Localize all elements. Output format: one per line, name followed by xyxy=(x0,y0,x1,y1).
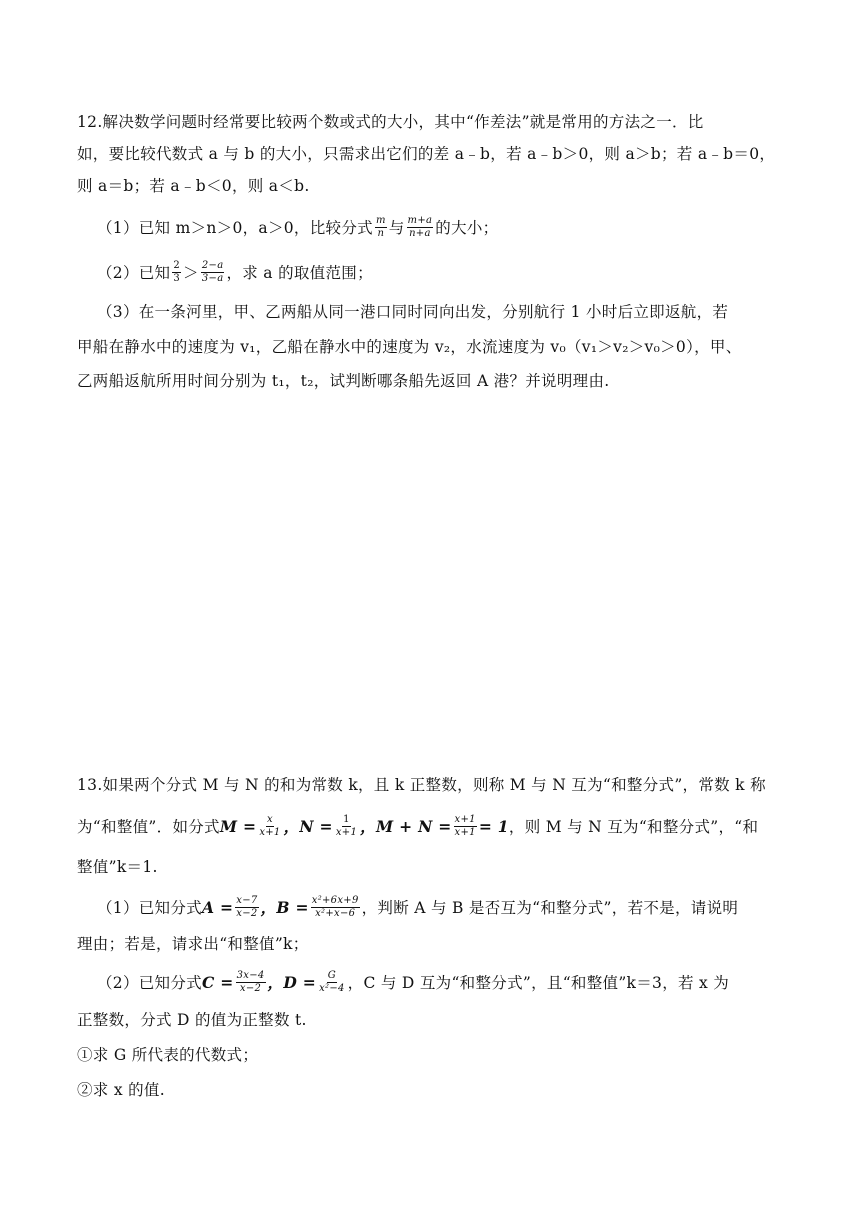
q13-subpart-1: ①求 G 所代表的代数式； xyxy=(77,1046,259,1064)
greater-than: ＞ xyxy=(183,264,199,282)
expr-A: A = xyxy=(201,898,234,917)
denominator: x²−4 xyxy=(319,982,345,994)
q12-p1-pre: （1）已知 m＞n＞0，a＞0，比较分式 xyxy=(97,219,373,237)
denominator: x²+x−6 xyxy=(315,907,356,919)
denominator: x+1 xyxy=(454,826,476,838)
denominator: x−2 xyxy=(236,907,258,919)
numerator: m+a xyxy=(407,214,433,226)
q13-line-3: 整值”k＝1. xyxy=(77,858,158,876)
q12-part-3-line-1: （3）在一条河里，甲、乙两船从同一港口同时同向出发，分别航行 1 小时后立即返航，若 xyxy=(97,303,729,321)
fraction-x-plus-1-over-x-plus-1 xyxy=(454,814,477,839)
denominator: n+a xyxy=(409,227,431,239)
numerator: x²+6x+9 xyxy=(311,894,359,906)
fraction-m-plus-a-over-n-plus-a xyxy=(407,215,434,240)
numerator: 3x−4 xyxy=(236,969,265,981)
denominator: x+1 xyxy=(259,826,281,838)
q13-part-1-line-1 xyxy=(97,892,738,924)
q12-part-3-line-2: 甲船在静水中的速度为 v₁，乙船在静水中的速度为 v₂，水流速度为 v₀（v₁＞v₂＞v₀＞0），甲、 xyxy=(77,338,742,356)
q12-p2-post: ，求 a 的取值范围； xyxy=(226,264,373,282)
q12-line-3: 则 a＝b；若 a﹣b＜0，则 a＜b. xyxy=(77,177,310,195)
numerator: x−7 xyxy=(236,894,258,906)
fraction-x-minus-7-over-x-minus-2 xyxy=(235,895,258,920)
fraction-2-over-3 xyxy=(172,260,181,285)
fraction-x-over-x-plus-1 xyxy=(258,814,281,839)
numerator: 1 xyxy=(343,813,350,825)
numerator: G xyxy=(327,969,337,981)
q13-l2-post: ，则 M 与 N 互为“和整分式”，“和 xyxy=(508,818,759,836)
q13-line-2 xyxy=(77,811,758,843)
fraction-C xyxy=(236,970,266,995)
q13-part-2-line-1 xyxy=(97,967,729,999)
numerator: x+1 xyxy=(454,813,476,825)
q13-part-1-line-2: 理由；若是，请求出“和整值”k； xyxy=(77,935,309,953)
expr-D: ，D = xyxy=(267,973,317,992)
q13-l2-pre: 为“和整值”．如分式 xyxy=(77,818,220,836)
q12-part-3-line-3: 乙两船返航所用时间分别为 t₁，t₂，试判断哪条船先返回 A 港？并说明理由. xyxy=(77,372,610,390)
denominator: x−2 xyxy=(239,982,262,994)
q12-p1-mid: 与 xyxy=(388,219,405,237)
expr-M-plus-N: ，M + N = xyxy=(360,817,452,836)
fraction-B xyxy=(311,895,360,920)
q12-part-1 xyxy=(97,213,498,244)
fraction-1-over-x-plus-1 xyxy=(335,814,358,839)
numerator: x xyxy=(266,813,273,825)
denominator: x+1 xyxy=(335,826,358,838)
expr-equals-1: = 1 xyxy=(478,817,509,836)
denominator: 3 xyxy=(173,272,181,284)
expr-C: C = xyxy=(201,973,234,992)
q13-p1-post: ，判断 A 与 B 是否互为“和整分式”，若不是，请说明 xyxy=(361,899,739,917)
q13-p1-pre: （1）已知分式 xyxy=(97,899,202,917)
expr-N: ，N = xyxy=(283,817,333,836)
q12-line-1: 12.解决数学问题时经常要比较两个数或式的大小，其中“作差法”就是常用的方法之一．比 xyxy=(77,113,704,131)
q13-subpart-2: ②求 x 的值. xyxy=(77,1081,165,1099)
q13-p2-pre: （2）已知分式 xyxy=(97,974,202,992)
fraction-D xyxy=(318,970,346,995)
fraction-m-over-n xyxy=(375,215,387,240)
numerator: 2−a xyxy=(201,259,224,271)
q12-p2-pre: （2）已知 xyxy=(97,264,171,282)
q12-line-2: 如，要比较代数式 a 与 b 的大小，只需求出它们的差 a﹣b，若 a﹣b＞0，则 a＞b；若 a﹣b＝0， xyxy=(77,145,776,163)
q13-line-1: 13.如果两个分式 M 与 N 的和为常数 k，且 k 正整数，则称 M 与 N 互为“和整分式”，常数 k 称 xyxy=(77,776,766,794)
denominator: 3−a xyxy=(201,272,224,284)
q12-p1-post: 的大小； xyxy=(435,219,499,237)
q12-part-2 xyxy=(97,258,373,289)
numerator: 2 xyxy=(173,259,181,271)
fraction-2-minus-a-over-3-minus-a xyxy=(201,260,225,285)
q13-part-2-line-2: 正整数，分式 D 的值为正整数 t. xyxy=(77,1011,307,1029)
q13-p2-post: ，C 与 D 互为“和整分式”，且“和整值”k＝3，若 x 为 xyxy=(347,974,730,992)
expr-B: ，B = xyxy=(260,898,309,917)
numerator: m xyxy=(375,214,386,226)
expr-M: M = xyxy=(219,817,257,836)
denominator: n xyxy=(377,227,385,239)
